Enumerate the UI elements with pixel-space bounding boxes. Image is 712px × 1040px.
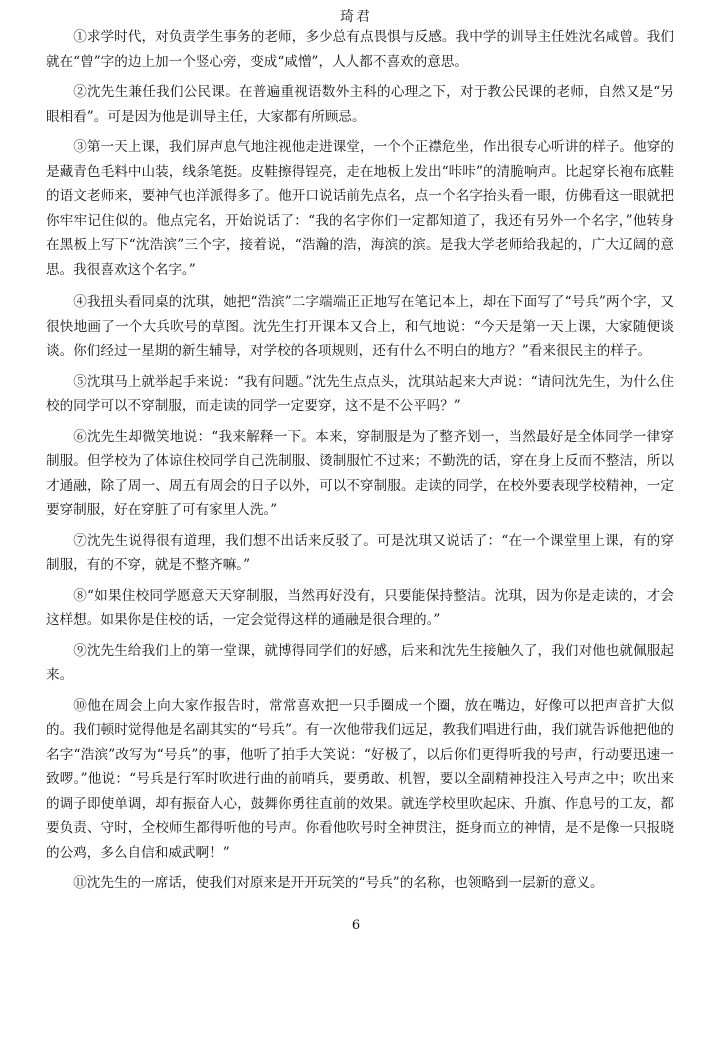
paragraph-1: ①求学时代，对负责学生事务的老师，多少总有点畏惧与反感。我中学的训导主任姓沈名咸曾。我们就在“曾”字的边上加一个竖心旁，变成“咸憎”，人人都不喜欢的意思。 (46, 29, 674, 70)
paragraph-10: ⑩他在周会上向大家作报告时，常常喜欢把一只手圈成一个圈，放在嘴边，好像可以把声音扩大似的。我们顿时觉得他是名副其实的“号兵”。有一次他带我们远足，教我们唱进行曲，我们就告诉他把他的名字“浩滨”改写为“号兵”的事，他听了拍手大笑说：“好极了，以后你们更得听我的号声，行动要迅速一致啰。”他说：“号兵是行军时吹进行曲的前哨兵，要勇敢、机智，要以全副精神投注入号声之中；吹出来的调子即使单调，却有振奋人心，鼓舞你勇往直前的效果。就连学校里吹起床、升旗、作息号的工友，都要负责、守时，全校师生都得听他的号声。你看他吹号时全神贯注，挺身而立的神情，是不是像一只报晓的公鸡，多么自信和威武啊！” (46, 697, 674, 861)
page-number: 6 (351, 918, 361, 933)
paragraph-6: ⑥沈先生却微笑地说：“我来解释一下。本来，穿制服是为了整齐划一，当然最好是全体同学一律穿制服。但学校为了体谅住校同学自己洗制服、烫制服忙不过来；不勤洗的话，穿在身上反而不整洁，所以才通融，除了周一、周五有周会的日子以外，可以不穿制服。走读的同学，在校外要表现学校精神，一定要穿制服，好在穿脏了可有家里人洗。” (46, 428, 674, 518)
article-body (46, 25, 674, 902)
paragraph-9: ⑨沈先生给我们上的第一堂课，就博得同学们的好感，后来和沈先生接触久了，我们对他也就佩服起来。 (46, 642, 674, 683)
page-header: 琦君 (340, 9, 372, 25)
paragraph-11: ⑪沈先生的一席话，使我们对原来是开开玩笑的“号兵”的名称，也领略到一层新的意义。 (73, 875, 604, 891)
paragraph-8: ⑧“如果住校同学愿意天天穿制服，当然再好没有，只要能保持整洁。沈琪，因为你是走读的，才会这样想。如果你是住校的话，一定会觉得这样的通融是很合理的。” (46, 587, 674, 628)
paragraph-2: ②沈先生兼任我们公民课。在普遍重视语数外主科的心理之下，对于教公民课的老师，自然又是“另眼相看”。可是因为他是训导主任，大家都有所顾忌。 (46, 84, 674, 125)
paragraph-3: ③第一天上课，我们屏声息气地注视他走进课堂，一个个正襟危坐，作出很专心听讲的样子。他穿的是藏青色毛料中山装，线条笔挺。皮鞋擦得锃亮，走在地板上发出“咔咔”的清脆响声。比起穿长袍布底鞋的语文老师来，要神气也洋派得多了。他开口说话前先点名，点一个名字抬头看一眼，仿佛看这一眼就把你牢牢记住似的。他点完名，开始说话了：“我的名字你们一定都知道了，我还有另外一个名字，”他转身在黑板上写下“沈浩滨”三个字，接着说，“浩瀚的浩，海滨的滨。是我大学老师给我起的，广大辽阔的意思。我很喜欢这个名字。” (46, 139, 674, 278)
paragraph-4: ④我扭头看同桌的沈琪，她把“浩滨”二字端端正正地写在笔记本上，却在下面写了“号兵”两个字，又很快地画了一个大兵吹号的草图。沈先生打开课本又合上，和气地说：“今天是第一天上课，大家随便谈谈。你们经过一星期的新生辅导，对学校的各项规则，还有什么不明白的地方？”看来很民主的样子。 (46, 294, 674, 359)
paragraph-5: ⑤沈琪马上就举起手来说：“我有问题。”沈先生点点头，沈琪站起来大声说：“请问沈先生，为什么住校的同学可以不穿制服，而走读的同学一定要穿，这不是不公平吗？” (46, 373, 674, 414)
paragraph-7: ⑦沈先生说得很有道理，我们想不出话来反驳了。可是沈琪又说话了：“在一个课堂里上课，有的穿制服，有的不穿，就是不整齐嘛。” (46, 532, 674, 573)
